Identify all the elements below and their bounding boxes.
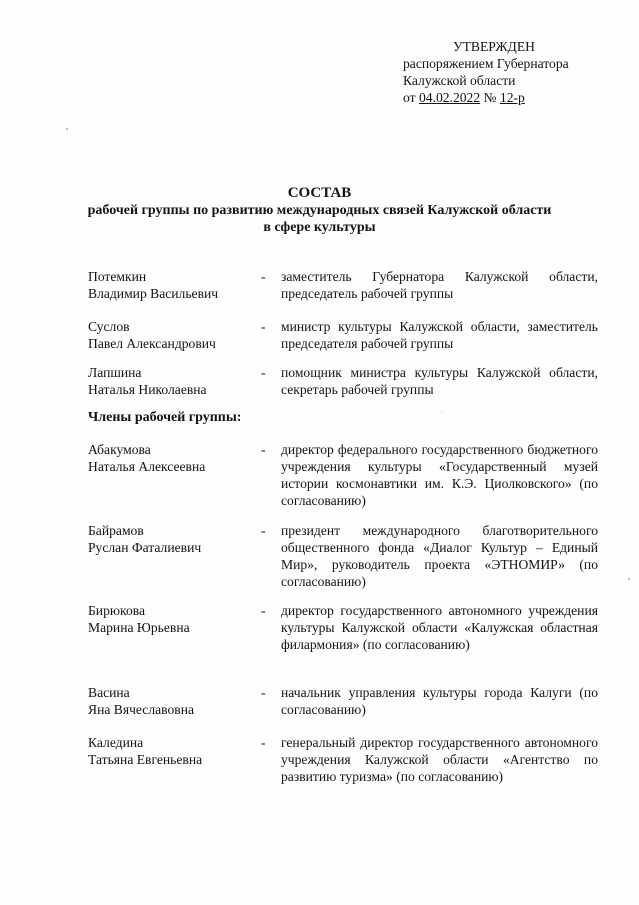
approval-block: [403, 38, 569, 106]
approval-heading: УТВЕРЖДЕН: [453, 39, 535, 54]
surname: Суслов: [88, 319, 130, 334]
given-name: Наталья Николаевна: [88, 382, 207, 397]
dash: -: [261, 365, 266, 380]
role-description: министр культуры Калужской области, заместитель председателя рабочей группы: [281, 319, 598, 351]
approval-date-prefix: от: [403, 90, 419, 105]
approval-region: Калужской области: [403, 73, 516, 88]
role-description: директор государственного автономного учреждения культуры Калужской области «Калужская областная филармония» (по согласованию): [281, 603, 598, 652]
role-description: заместитель Губернатора Калужской области, председатель рабочей группы: [281, 269, 598, 301]
dash: -: [261, 269, 266, 284]
surname: Потемкин: [88, 269, 147, 284]
surname: Каледина: [88, 735, 144, 750]
surname: Бирюкова: [88, 603, 146, 618]
surname: Лапшина: [88, 365, 142, 380]
surname: Байрамов: [88, 523, 144, 538]
scan-speck: [628, 578, 630, 580]
role-description: начальник управления культуры города Калуги (по согласованию): [281, 685, 598, 717]
given-name: Павел Александрович: [88, 336, 216, 351]
surname: Васина: [88, 685, 130, 700]
document-title: [0, 185, 639, 236]
person-name: [88, 364, 258, 398]
given-name: Татьяна Евгеньевна: [88, 752, 203, 767]
given-name: Владимир Васильевич: [88, 286, 219, 301]
given-name: Руслан Фаталиевич: [88, 540, 202, 555]
title-main: СОСТАВ: [287, 185, 352, 201]
person-name: [88, 602, 258, 636]
dash: -: [261, 603, 266, 618]
role-description: генеральный директор государственного автономного учреждения Калужской области «Агентство по развитию туризма» (по согласованию): [281, 735, 598, 784]
title-line-3: в сфере культуры: [263, 220, 376, 235]
role-description: президент международного благотворительного общественного фонда «Диалог Культур – Единый Мир», руководитель проекта «ЭТНОМИР» (по согласованию): [281, 523, 598, 589]
dash: -: [261, 319, 266, 334]
person-name: [88, 734, 258, 768]
person-name: [88, 318, 258, 352]
surname: Абакумова: [88, 442, 151, 457]
person-name: [88, 522, 258, 556]
scan-speck: [441, 412, 442, 413]
approval-number-sign: №: [480, 90, 500, 105]
approval-date: 04.02.2022: [418, 90, 481, 105]
scan-speck: [66, 128, 68, 130]
person-name: [88, 441, 258, 475]
given-name: Яна Вячеславовна: [88, 702, 195, 717]
dash: -: [261, 685, 266, 700]
dash: -: [261, 442, 266, 457]
dash: -: [261, 523, 266, 538]
title-line-2: рабочей группы по развитию международных связей Калужской области: [87, 203, 552, 218]
given-name: Наталья Алексеевна: [88, 459, 206, 474]
person-name: [88, 268, 258, 302]
approval-number: 12-р: [499, 90, 525, 105]
approval-date-line: [403, 89, 569, 106]
role-description: помощник министра культуры Калужской области, секретарь рабочей группы: [281, 365, 598, 397]
role-description: директор федерального государственного бюджетного учреждения культуры «Государственный музей истории космонавтики им. К.Э. Циолковского» (по согласованию): [281, 442, 598, 508]
approval-authority: распоряжением Губернатора: [403, 56, 569, 71]
given-name: Марина Юрьевна: [88, 620, 190, 635]
dash: -: [261, 735, 266, 750]
person-name: [88, 684, 258, 718]
members-heading: Члены рабочей группы:: [88, 410, 242, 425]
